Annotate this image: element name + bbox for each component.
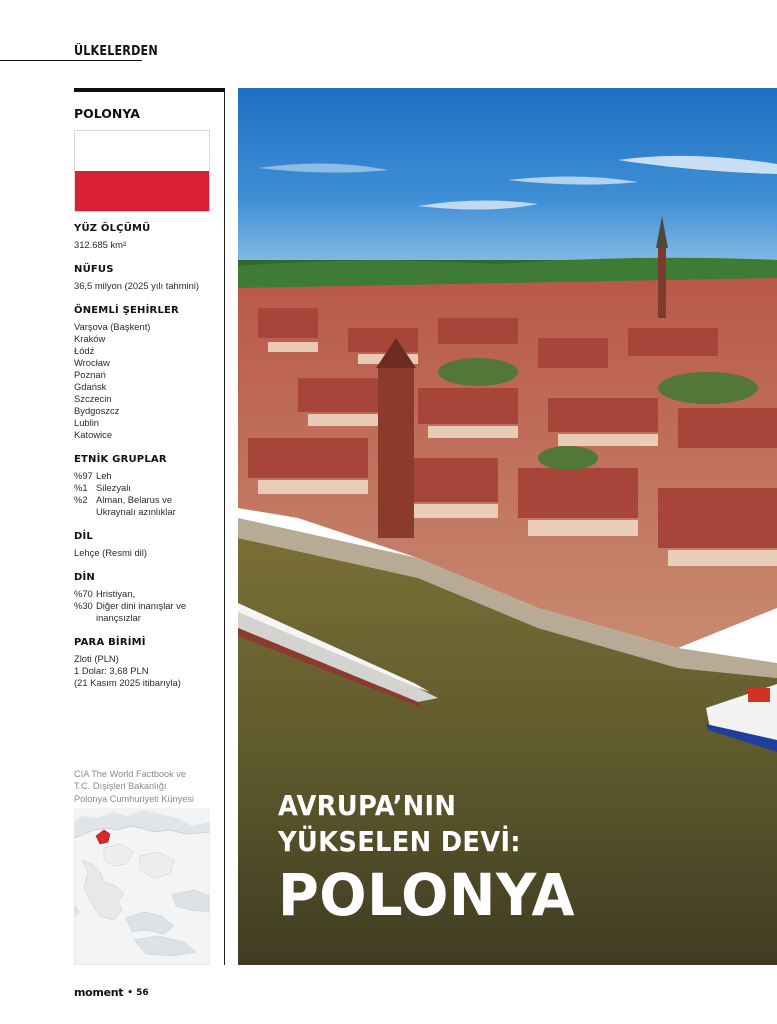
flag-red-band <box>75 171 209 211</box>
headline-line2: YÜKSELEN DEVİ: <box>278 825 521 858</box>
religion-label: DİN <box>74 572 95 583</box>
city-item: Łódź <box>74 345 95 356</box>
ethnic-pct: %97 <box>74 470 93 481</box>
headline-line1: AVRUPA’NIN <box>278 789 457 822</box>
area-label: YÜZ ÖLÇÜMÜ <box>74 223 151 234</box>
cities-label: ÖNEMLİ ŞEHİRLER <box>74 305 179 316</box>
religion-text: Hristiyan, <box>96 588 136 599</box>
city-item: Wrocław <box>74 357 110 368</box>
religion-pct: %30 <box>74 600 93 611</box>
ethnic-list <box>74 470 176 518</box>
ethnic-text: Alman, Belarus ve <box>96 494 173 505</box>
europe-map-graphic <box>74 808 210 965</box>
flag-white-band <box>75 131 209 171</box>
city-item: Szczecin <box>74 393 112 404</box>
headline-line3: POLONYA <box>278 861 576 929</box>
source-line: CIA The World Factbook ve <box>74 769 187 779</box>
currency-line: Zloti (PLN) <box>74 653 119 664</box>
currency-lines <box>74 653 181 689</box>
ethnic-pct: %2 <box>74 494 88 505</box>
currency-label: PARA BİRİMİ <box>74 637 146 648</box>
ethnic-text: Silezyalı <box>96 482 131 493</box>
sources-note <box>74 768 194 805</box>
country-name: POLONYA <box>74 106 140 121</box>
ethnic-pct: %1 <box>74 482 88 493</box>
city-item: Lublin <box>74 417 100 428</box>
population-label: NÜFUS <box>74 264 114 275</box>
page-number: • 56 <box>127 987 149 998</box>
religion-list <box>74 588 186 624</box>
city-item: Varşova (Başkent) <box>74 321 151 332</box>
city-item: Katowice <box>74 429 113 440</box>
sidebar-top-bar <box>74 88 225 92</box>
fact-sidebar <box>74 88 225 965</box>
section-rule <box>0 60 142 61</box>
source-line: Polonya Cumhuriyeti Künyesi <box>74 793 195 804</box>
city-item: Gdańsk <box>74 381 107 392</box>
ethnic-text-cont: Ukraynalı azınlıklar <box>96 506 176 517</box>
article-headline <box>278 788 587 930</box>
section-label: ÜLKELERDEN <box>74 44 158 59</box>
flag-image <box>74 130 210 212</box>
area-value: 312.685 km² <box>74 239 127 250</box>
ethnic-label: ETNİK GRUPLAR <box>74 454 167 465</box>
city-item: Kraków <box>74 333 106 344</box>
religion-pct: %70 <box>74 588 93 599</box>
city-item: Poznań <box>74 369 106 380</box>
brand-logo: moment <box>74 986 124 999</box>
page-footer <box>74 986 149 999</box>
language-value: Lehçe (Resmi dil) <box>74 547 147 558</box>
currency-line: 1 Dolar: 3,68 PLN <box>74 665 149 676</box>
ethnic-text: Leh <box>96 470 112 481</box>
source-line: T.C. Dışişleri Bakanlığı <box>74 781 167 792</box>
religion-text: Diğer dini inanışlar ve <box>96 600 187 611</box>
religion-text-cont: inançsızlar <box>96 612 141 623</box>
population-value: 36,5 milyon (2025 yılı tahmini) <box>74 280 200 291</box>
currency-line: (21 Kasım 2025 itibarıyla) <box>74 677 181 688</box>
language-label: DİL <box>74 531 93 542</box>
city-item: Bydgoszcz <box>74 405 120 416</box>
locator-map <box>74 808 210 965</box>
cities-list <box>74 321 150 441</box>
